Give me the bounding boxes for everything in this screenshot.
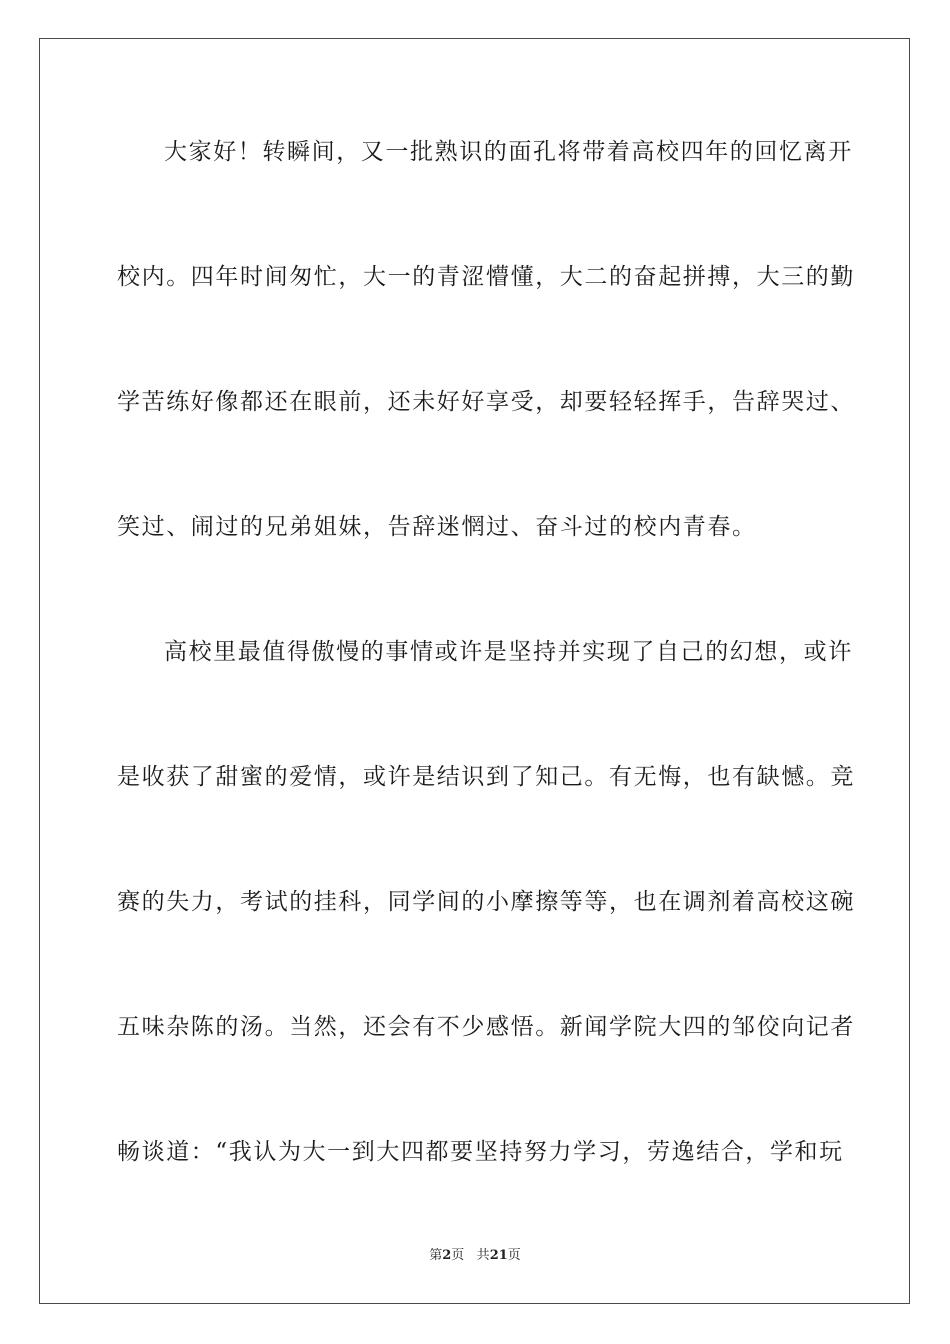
page-border <box>39 38 910 1304</box>
paragraph-1-line-4: 笑过、闹过的兄弟姐妹，告辞迷惘过、奋斗过的校内青春。 <box>117 514 757 540</box>
paragraph-2-line-1: 高校里最值得傲慢的事情或许是坚持并实现了自己的幻想，或许 <box>164 639 853 665</box>
total-prefix: 共 <box>476 1248 490 1263</box>
paragraph-2-line-5: 畅谈道：“我认为大一到大四都要坚持努力学习，劳逸结合，学和玩 <box>117 1139 844 1165</box>
total-pages: 21 <box>489 1248 508 1263</box>
page-number: 2 <box>442 1248 452 1263</box>
paragraph-2-line-4: 五味杂陈的汤。当然，还会有不少感悟。新闻学院大四的邹佼向记者 <box>117 1014 855 1040</box>
page-suffix: 页 <box>451 1248 465 1263</box>
paragraph-2-line-2: 是收获了甜蜜的爱情，或许是结识到了知己。有无悔，也有缺憾。竞 <box>117 764 855 790</box>
paragraph-1-line-1: 大家好！转瞬间，又一批熟识的面孔将带着高校四年的回忆离开 <box>164 139 853 165</box>
paragraph-1-line-2: 校内。四年时间匆忙，大一的青涩懵懂，大二的奋起拼搏，大三的勤 <box>117 264 855 290</box>
total-suffix: 页 <box>507 1248 521 1263</box>
paragraph-2-line-3: 赛的失力，考试的挂科，同学间的小摩擦等等，也在调剂着高校这碗 <box>117 889 855 915</box>
page-prefix: 第 <box>429 1248 443 1263</box>
paragraph-1-line-3: 学苦练好像都还在眼前，还未好好享受，却要轻轻挥手，告辞哭过、 <box>117 389 855 415</box>
page-footer <box>0 1247 950 1265</box>
